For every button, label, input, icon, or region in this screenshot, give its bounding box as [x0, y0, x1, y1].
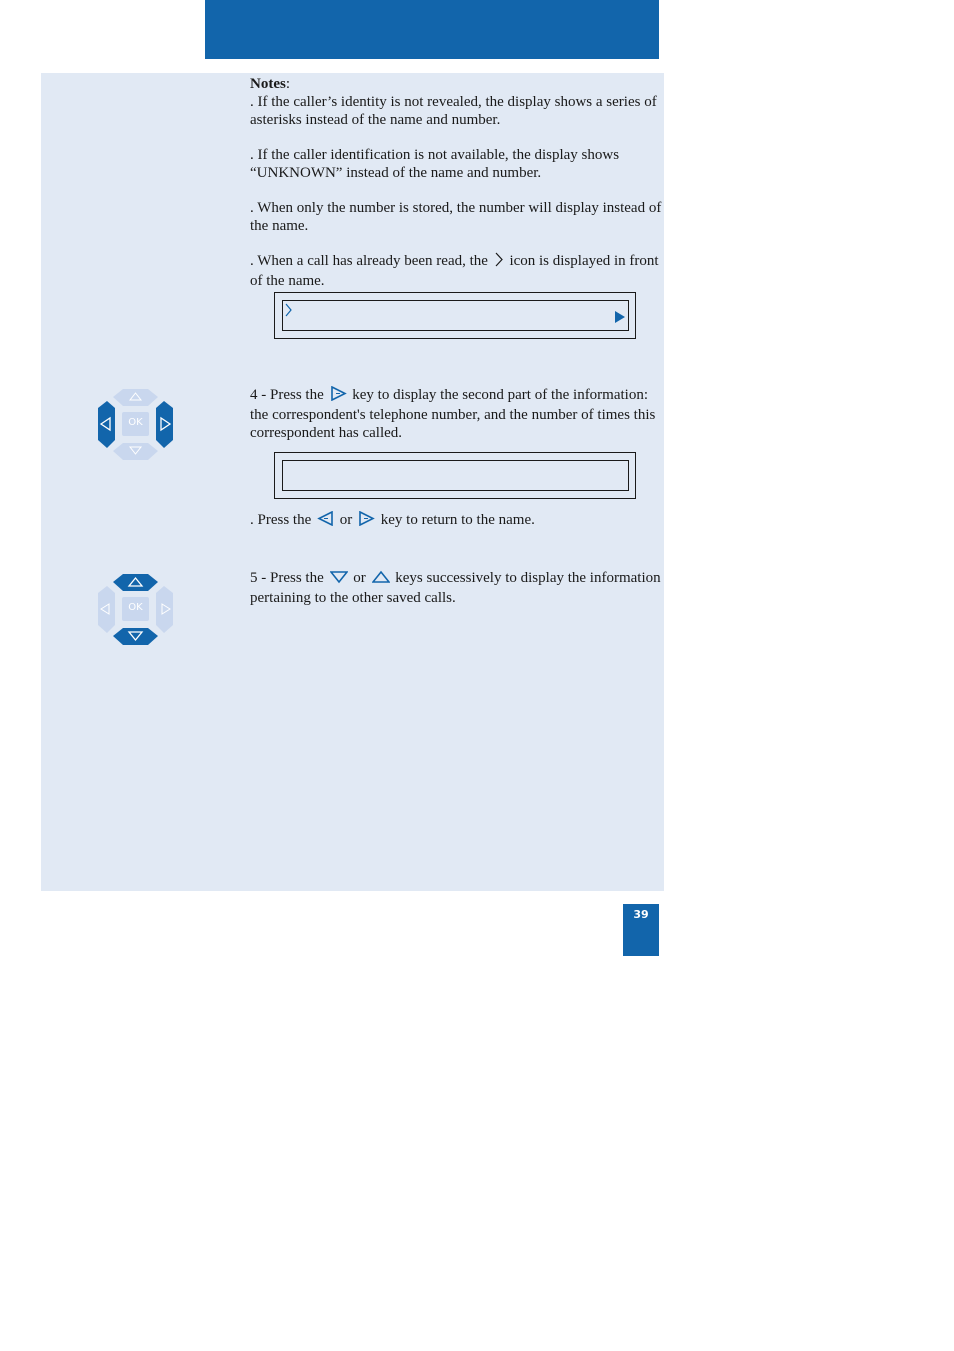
display-screen	[282, 460, 629, 491]
display-screen	[282, 300, 629, 331]
chevron-right-icon	[494, 252, 504, 272]
page-number: 39	[623, 904, 659, 956]
up-key	[113, 574, 158, 591]
navigation-pad-up-down	[97, 572, 174, 647]
play-right-icon	[615, 310, 625, 328]
return-note: . Press the or key to return to the name.	[250, 511, 662, 531]
down-key	[113, 443, 158, 460]
phone-display-number	[274, 452, 636, 499]
notes-section	[250, 75, 662, 290]
step-4: 4 - Press the key to display the second part of the information: the correspondent's telephone number, and the number of times this correspondent has called.	[250, 387, 656, 441]
right-arrow-key-icon	[358, 511, 375, 531]
left-key	[98, 586, 115, 633]
phone-display-name	[274, 292, 636, 339]
header-bar	[205, 0, 659, 59]
note-number-only: . When only the number is stored, the number will display instead of the name.	[250, 200, 662, 234]
down-key	[113, 628, 158, 645]
notes-heading: Notes:	[250, 76, 290, 92]
note-read-call: . When a call has already been read, the icon is displayed in front of the name.	[250, 253, 659, 289]
left-arrow-key-icon	[317, 511, 334, 531]
down-arrow-key-icon	[330, 570, 348, 589]
up-key	[113, 389, 158, 406]
left-key	[98, 401, 115, 448]
chevron-right-icon	[285, 303, 293, 322]
step-5: 5 - Press the or keys successively to display the information pertaining to the other saved calls.	[250, 570, 661, 606]
ok-key-label: OK	[128, 602, 143, 613]
ok-key-label: OK	[128, 417, 143, 428]
navigation-pad-left-right	[97, 387, 174, 462]
right-key	[156, 401, 173, 448]
up-arrow-key-icon	[372, 570, 390, 589]
right-key	[156, 586, 173, 633]
note-identity-hidden: . If the caller’s identity is not revealed, the display shows a series of asterisks instead of the name and number.	[250, 94, 657, 128]
right-arrow-key-icon	[330, 386, 347, 406]
note-unknown: . If the caller identification is not available, the display shows “UNKNOWN” instead of the name and number.	[250, 147, 620, 181]
